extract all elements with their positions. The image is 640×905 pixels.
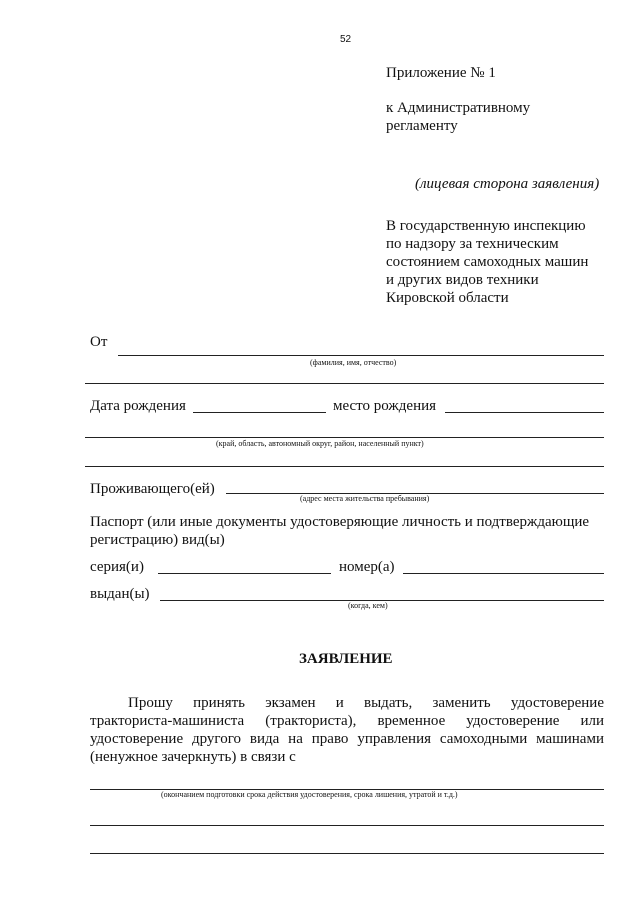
statement-line-1: Прошу принять экзамен и выдать, заменить удостоверение	[128, 695, 604, 711]
appendix-title: Приложение № 1	[386, 65, 496, 81]
region-continuation-line[interactable]	[85, 466, 604, 467]
addressee-line-1: В государственную инспекцию	[386, 218, 586, 234]
series-label: серия(и)	[90, 559, 144, 575]
birth-place-field-line[interactable]	[445, 412, 604, 413]
reason-continuation-line-2[interactable]	[90, 853, 604, 854]
birth-place-continuation-line[interactable]	[85, 437, 604, 438]
addressee-line-5: Кировской области	[386, 290, 509, 306]
issued-label: выдан(ы)	[90, 586, 150, 602]
statement-title: ЗАЯВЛЕНИЕ	[299, 651, 393, 667]
passport-line-1: Паспорт (или иные документы удостоверяющие личность и подтверждающие	[90, 514, 590, 530]
birth-date-label: Дата рождения	[90, 398, 186, 414]
addressee-line-4: и других видов техники	[386, 272, 539, 288]
addressee-line-3: состоянием самоходных машин	[386, 254, 589, 270]
addressee-line-2: по надзору за техническим	[386, 236, 559, 252]
side-note: (лицевая сторона заявления)	[415, 176, 600, 192]
name-field-line[interactable]	[118, 355, 604, 356]
region-caption: (край, область, автономный округ, район, населенный пункт)	[216, 439, 424, 448]
passport-line-2: регистрацию) вид(ы)	[90, 532, 225, 548]
series-field-line[interactable]	[158, 573, 331, 574]
address-caption: (адрес места жительства пребывания)	[300, 494, 430, 503]
from-label: От	[90, 334, 108, 350]
page-number: 52	[340, 34, 352, 45]
regulation-line-2: регламенту	[386, 118, 458, 134]
name-caption: (фамилия, имя, отчество)	[310, 358, 397, 367]
birth-date-field-line[interactable]	[193, 412, 326, 413]
number-field-line[interactable]	[403, 573, 604, 574]
statement-line-2: тракториста-машиниста (тракториста), временное удостоверение или	[90, 713, 604, 729]
reason-continuation-line-1[interactable]	[90, 825, 604, 826]
birth-place-label: место рождения	[333, 398, 437, 414]
regulation-line-1: к Административному	[386, 100, 531, 116]
residing-label: Проживающего(ей)	[90, 481, 215, 497]
issued-caption: (когда, кем)	[348, 601, 388, 610]
name-continuation-line[interactable]	[85, 383, 604, 384]
statement-line-3: удостоверение другого вида на право управления самоходными машинами	[90, 731, 604, 747]
number-label: номер(а)	[339, 559, 395, 575]
reason-caption: (окончанием подготовки срока действия удостоверения, срока лишения, утратой и т.д.)	[161, 790, 458, 799]
statement-line-4: (ненужное зачеркнуть) в связи с	[90, 749, 296, 765]
